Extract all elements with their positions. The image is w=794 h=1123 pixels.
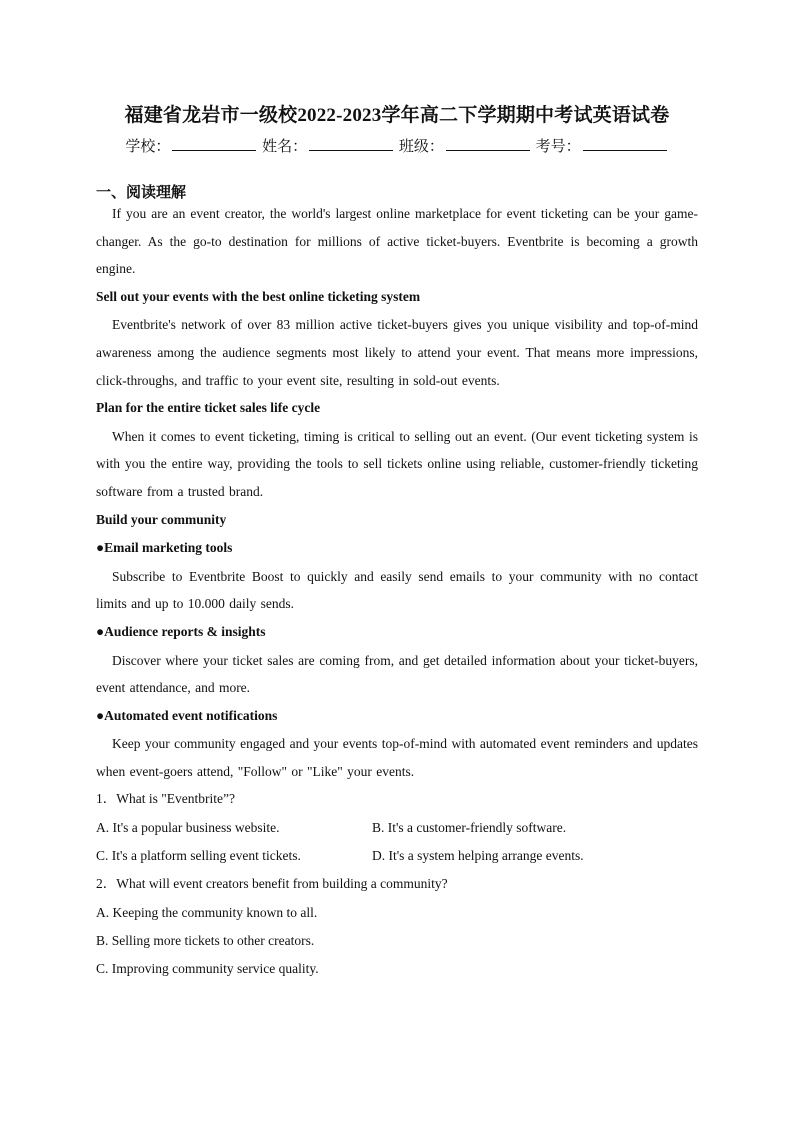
school-label: 学校：	[125, 139, 171, 155]
exam-number-label: 考号：	[535, 139, 581, 155]
option-b[interactable]: B. It's a customer-friendly software.	[372, 820, 567, 836]
option-a[interactable]: A. It's a popular business website.	[96, 820, 280, 836]
section-title: 一、阅读理解	[96, 185, 187, 201]
student-info-line	[0, 136, 794, 157]
intro-paragraph: If you are an event creator, the world's largest online marketplace for event ticketing can be your game-changer. As the go-to destination for millions of active ticket-buyers. Eventbrite is becoming a growth engine.	[96, 206, 698, 277]
school-blank[interactable]	[172, 136, 256, 151]
passage-paragraph: Keep your community engaged and your events top-of-mind with automated event reminders and updates when event-goers attend, "Follow" or "Like" your events.	[96, 736, 698, 779]
name-label: 姓名：	[262, 139, 308, 155]
passage-heading: Sell out your events with the best online ticketing system	[96, 288, 421, 304]
option-c[interactable]: C. Improving community service quality.	[96, 961, 319, 977]
option-c[interactable]: C. It's a platform selling event tickets.	[96, 848, 301, 864]
passage-paragraph: When it comes to event ticketing, timing is critical to selling out an event. (Our event ticketing system is with you the entire way, providing the tools to sell tickets online using reliable, customer-friendly ticketing software from a trusted brand.	[96, 428, 698, 499]
name-blank[interactable]	[309, 136, 393, 151]
exam-title: 福建省龙岩市一级校2022-2023学年高二下学期期中考试英语试卷	[124, 105, 670, 126]
question-stem: 1．What is "Eventbrite”?	[96, 791, 235, 807]
option-row	[96, 842, 698, 870]
passage-paragraph: Subscribe to Eventbrite Boost to quickly and easily send emails to your community with no contact limits and up to 10.000 daily sends.	[96, 568, 698, 612]
passage-paragraph: Eventbrite's network of over 83 million active ticket-buyers gives you unique visibility and top-of-mind awareness among the audience segments most likely to attend your event. That means more impressions, click-throughs, and traffic to your event site, resulting in sold-out events.	[96, 317, 698, 388]
bullet-heading: ● Email marketing tools	[96, 534, 698, 563]
question-stem: 2．What will event creators benefit from building a community?	[96, 876, 448, 892]
option-d[interactable]: D. It's a system helping arrange events.	[372, 848, 584, 864]
option-b[interactable]: B. Selling more tickets to other creators.	[96, 933, 315, 949]
bullet-heading: ● Automated event notifications	[96, 702, 698, 731]
class-blank[interactable]	[446, 136, 530, 151]
reading-passage	[96, 200, 698, 984]
class-label: 班级：	[398, 139, 444, 155]
option-row	[96, 814, 698, 842]
passage-heading: Build your community	[96, 511, 227, 527]
exam-number-blank[interactable]	[583, 136, 667, 151]
bullet-heading: ● Audience reports & insights	[96, 618, 698, 647]
passage-paragraph: Discover where your ticket sales are coming from, and get detailed information about your ticket-buyers, event attendance, and more.	[96, 652, 698, 696]
passage-heading: Plan for the entire ticket sales life cycle	[96, 400, 321, 416]
option-a[interactable]: A. Keeping the community known to all.	[96, 905, 318, 921]
